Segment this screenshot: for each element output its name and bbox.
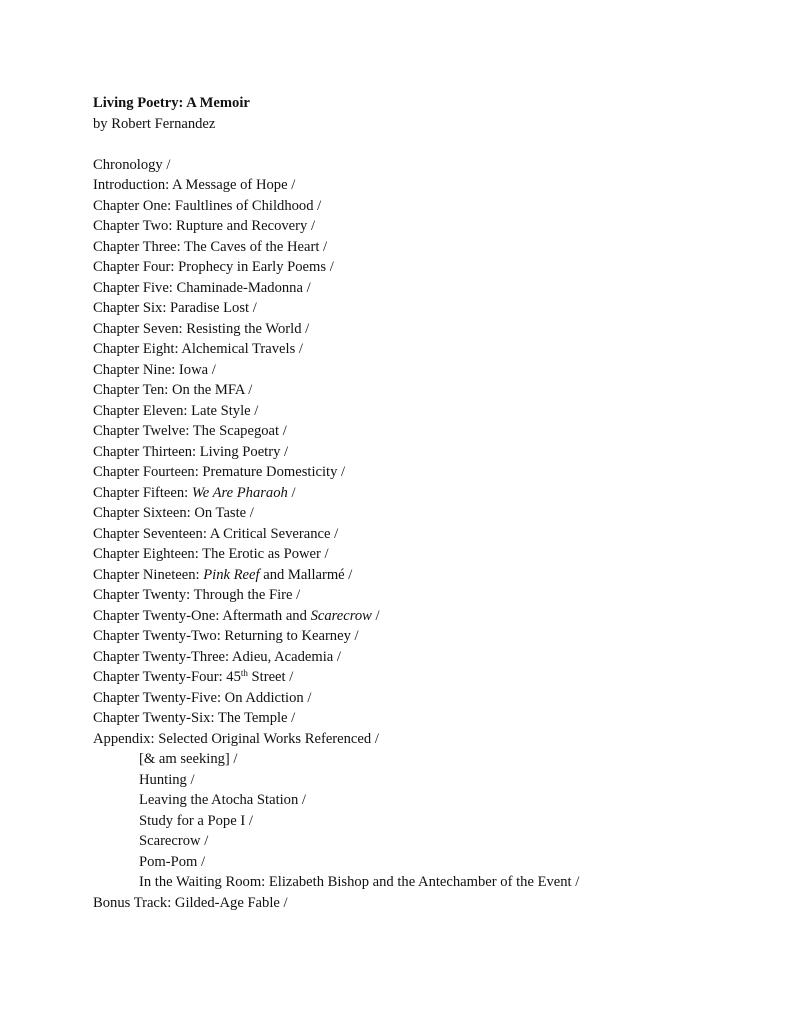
toc-chapter-12: Chapter Twelve: The Scapegoat / — [93, 423, 287, 439]
toc-chapter-25: Chapter Twenty-Five: On Addiction / — [93, 689, 312, 706]
toc-chapter-21-italic-title: Scarecrow — [310, 607, 372, 624]
appendix-item: In the Waiting Room: Elizabeth Bishop and the Antechamber of the Event / — [139, 874, 580, 890]
toc-chapter-24-suffix: Street / — [247, 669, 294, 685]
toc-chapter-15-suffix: / — [287, 484, 296, 501]
appendix-item: Pom-Pom / — [139, 853, 206, 870]
table-of-contents — [93, 155, 773, 750]
toc-introduction: Introduction: A Message of Hope / — [93, 177, 296, 193]
toc-chapter-7: Chapter Seven: Resisting the World / — [93, 320, 310, 337]
toc-appendix: Appendix: Selected Original Works Referenced / — [93, 730, 379, 747]
blank-line — [93, 134, 773, 155]
toc-chapter-22: Chapter Twenty-Two: Returning to Kearney / — [93, 628, 359, 644]
toc-chapter-2: Chapter Two: Rupture and Recovery / — [93, 218, 316, 234]
document-page — [93, 93, 773, 913]
toc-chapter-24-superscript: th — [240, 668, 248, 678]
toc-chapter-1: Chapter One: Faultlines of Childhood / — [93, 197, 322, 214]
toc-chapter-21-prefix: Chapter Twenty-One: Aftermath and — [93, 607, 311, 624]
toc-chapter-19 — [93, 565, 773, 586]
document-author: by Robert Fernandez — [93, 115, 216, 132]
appendix-item: Leaving the Atocha Station / — [139, 792, 306, 808]
table-of-contents-end — [93, 893, 773, 914]
toc-chapter-19-suffix: and Mallarmé / — [259, 566, 353, 583]
toc-chapter-3: Chapter Three: The Caves of the Heart / — [93, 238, 328, 255]
toc-chapter-15-italic-title: We Are Pharaoh — [191, 484, 288, 501]
appendix-item: [& am seeking] / — [139, 751, 238, 767]
toc-chapter-13: Chapter Thirteen: Living Poetry / — [93, 443, 289, 460]
toc-chapter-21 — [93, 606, 773, 627]
document-title: Living Poetry: A Memoir — [93, 95, 250, 111]
toc-chapter-19-prefix: Chapter Nineteen: — [93, 566, 204, 583]
toc-chapter-24-prefix: Chapter Twenty-Four: 45 — [93, 669, 241, 685]
toc-chapter-5: Chapter Five: Chaminade-Madonna / — [93, 279, 311, 296]
toc-chapter-19-italic-title: Pink Reef — [203, 566, 260, 583]
toc-chapter-16: Chapter Sixteen: On Taste / — [93, 505, 254, 521]
toc-chapter-4: Chapter Four: Prophecy in Early Poems / — [93, 259, 334, 275]
toc-chapter-18: Chapter Eighteen: The Erotic as Power / — [93, 546, 329, 562]
toc-chapter-24 — [93, 667, 773, 688]
toc-chapter-15-prefix: Chapter Fifteen: — [93, 484, 192, 501]
appendix-item: Hunting / — [139, 771, 195, 788]
toc-chapter-17: Chapter Seventeen: A Critical Severance / — [93, 525, 339, 542]
toc-chapter-20: Chapter Twenty: Through the Fire / — [93, 587, 301, 603]
toc-chapter-15 — [93, 483, 773, 504]
toc-bonus-track: Bonus Track: Gilded-Age Fable / — [93, 894, 288, 911]
toc-chapter-11: Chapter Eleven: Late Style / — [93, 402, 259, 419]
appendix-item: Study for a Pope I / — [139, 812, 253, 829]
toc-chapter-14: Chapter Fourteen: Premature Domesticity / — [93, 464, 346, 480]
toc-chapter-9: Chapter Nine: Iowa / — [93, 361, 216, 378]
toc-chronology: Chronology / — [93, 156, 171, 173]
toc-chapter-8: Chapter Eight: Alchemical Travels / — [93, 341, 303, 357]
toc-chapter-10: Chapter Ten: On the MFA / — [93, 382, 253, 398]
toc-chapter-21-suffix: / — [371, 607, 380, 624]
appendix-works-list — [93, 749, 773, 893]
toc-chapter-23: Chapter Twenty-Three: Adieu, Academia / — [93, 648, 341, 665]
toc-chapter-26: Chapter Twenty-Six: The Temple / — [93, 710, 296, 726]
appendix-item: Scarecrow / — [139, 833, 209, 849]
toc-chapter-6: Chapter Six: Paradise Lost / — [93, 300, 257, 316]
